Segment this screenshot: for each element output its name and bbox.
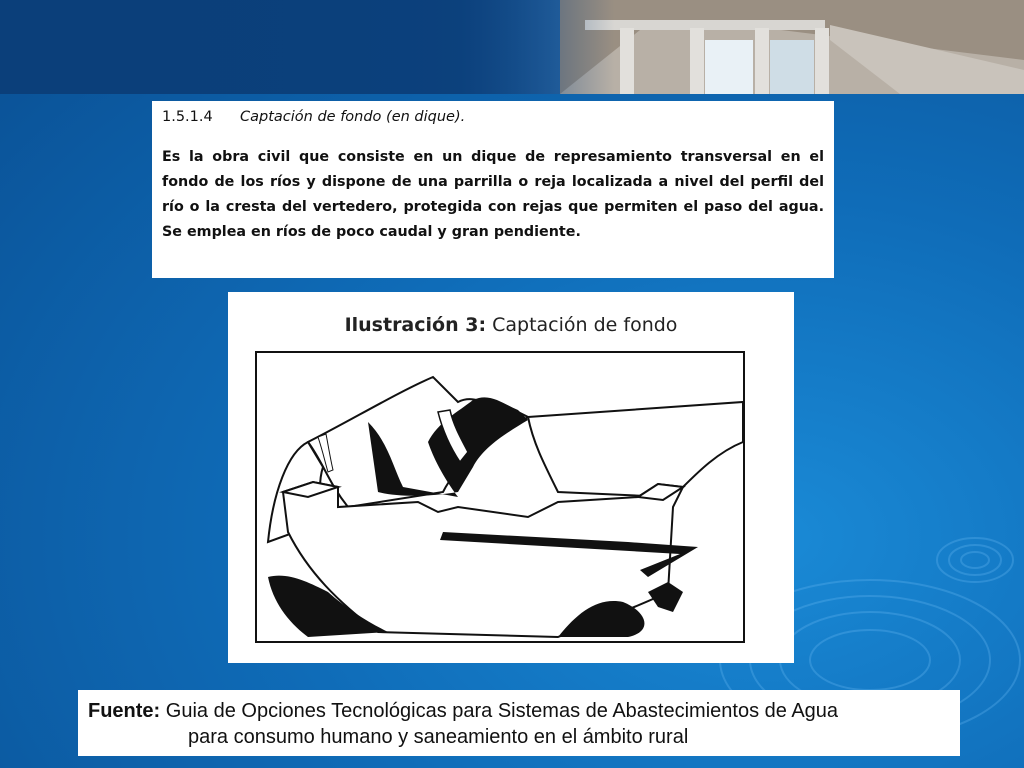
figure-caption-text: Captación de fondo <box>492 314 678 336</box>
figure-label: Ilustración 3: <box>344 314 487 336</box>
figure-caption <box>228 314 794 336</box>
section-number: 1.5.1.4 <box>162 109 213 125</box>
header-banner <box>0 0 1024 94</box>
intake-dam-sketch <box>228 292 794 663</box>
section-heading <box>162 107 824 127</box>
canal-photo <box>0 0 1024 94</box>
source-label: Fuente: <box>88 700 161 722</box>
section-title: Captación de fondo (en dique). <box>240 109 466 125</box>
section-paragraph: Es la obra civil que consiste en un dique de represamiento transversal en el fondo de los ríos y dispone de una parrilla o reja localizada a nivel del perfil del río o la cresta del vertedero, protegida con rejas que permiten el paso del agua. Se emplea en ríos de poco caudal y gran pendiente. <box>162 149 824 240</box>
figure-box <box>228 292 794 663</box>
source-line-2: para consumo humano y saneamiento en el ámbito rural <box>188 726 689 748</box>
source-line-1: Guia de Opciones Tecnológicas para Sistemas de Abastecimientos de Agua <box>165 700 839 722</box>
description-textbox <box>152 101 834 278</box>
source-box <box>78 690 960 756</box>
